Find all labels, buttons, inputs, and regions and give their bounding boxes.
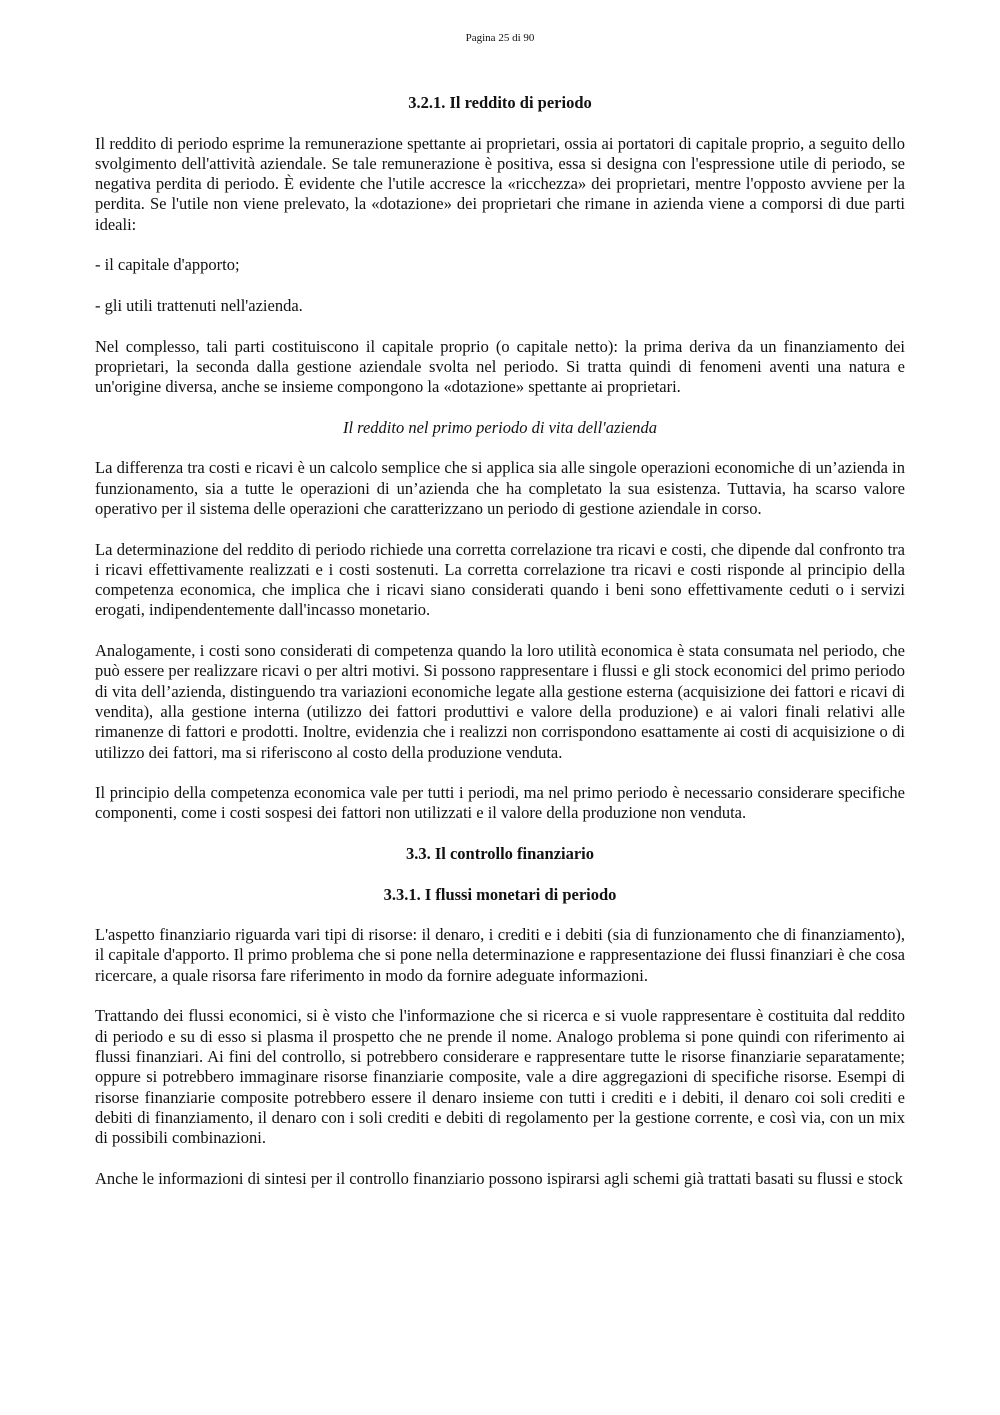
paragraph: Anche le informazioni di sintesi per il controllo finanziario possono ispirarsi agli schemi già trattati basati su flussi e stock — [95, 1168, 903, 1188]
paragraph: Il reddito di periodo esprime la remunerazione spettante ai proprietari, ossia ai portatori di capitale proprio, a seguito dello svolgimento dell'attività aziendale. Se tale remunerazione è positiva, essa si designa con l'espressione utile di periodo, se negativa perdita di periodo. È evidente che l'utile accresce la «ricchezza» dei proprietari, mentre l'opposto avviene per la perdita. Se l'utile non viene prelevato, la «dotazione» dei proprietari che rimane in azienda viene a comporsi di due parti ideali: — [95, 133, 905, 234]
section-heading-3-3: 3.3. Il controllo finanziario — [405, 843, 595, 863]
subheading: Il reddito nel primo periodo di vita dell'azienda — [342, 417, 658, 437]
section-heading-3-2-1: 3.2.1. Il reddito di periodo — [408, 93, 592, 112]
list-item: - il capitale d'apporto; — [95, 255, 240, 275]
paragraph: Nel complesso, tali parti costituiscono il capitale proprio (o capitale netto): la prima deriva da un finanziamento dei proprietari, la seconda dalla gestione aziendale svolta nel periodo. Si tratta quindi di fenomeni aventi una natura e un'origine diversa, anche se insieme compongono la «dotazione» spettante ai proprietari. — [95, 336, 905, 397]
paragraph: Trattando dei flussi economici, si è visto che l'informazione che si ricerca e si vuole rappresentare è costituita dal reddito di periodo e su di esso si plasma il prospetto che ne prende il nome. Analogo problema si pone quindi con riferimento ai flussi finanziari. Ai fini del controllo, si potrebbero considerare e rappresentare tutte le risorse finanziarie separatamente; oppure si potrebbero immaginare risorse finanziarie composite, vale a dire aggregazioni di specifiche risorse. Esempi di risorse finanziarie composite potrebbero essere il denaro insieme con tutti i crediti e i debiti, il denaro coi soli crediti e debiti di finanziamento, il denaro con i soli crediti e debiti di regolamento per la gestione corrente, e così via, con un mix di possibili combinazioni. — [95, 1006, 905, 1148]
paragraph: L'aspetto finanziario riguarda vari tipi di risorse: il denaro, i crediti e i debiti (sia di funzionamento che di finanziamento), il capitale d'apporto. Il primo problema che si pone nella determinazione e rappresentazione dei flussi finanziari è che cosa ricercare, a quale risorsa fare riferimento in modo da fornire adeguate informazioni. — [95, 925, 905, 985]
list-item: - gli utili trattenuti nell'azienda. — [95, 295, 303, 315]
paragraph: Analogamente, i costi sono considerati di competenza quando la loro utilità economica è stata consumata nel periodo, che può essere per realizzare ricavi o per altri motivi. Si possono rappresentare i flussi e gli stock economici del primo periodo di vita dell’azienda, distinguendo tra variazioni economiche legate alla gestione esterna (acquisizione dei fattori e ricavi di vendita), alla gestione interna (utilizzo dei fattori produttivi e valore della produzione) e ai valori finali relativi alle rimanenze di fattori e prodotti. Inoltre, evidenzia che i realizzi non corrispondono esattamente ai costi di acquisizione o di utilizzo dei fattori, ma si riferiscono al costo della produzione venduta. — [95, 641, 905, 762]
paragraph: La determinazione del reddito di periodo richiede una corretta correlazione tra ricavi e costi, che dipende dal confronto tra i ricavi effettivamente realizzati e i costi sostenuti. La corretta correlazione tra ricavi e costi risponde al principio della competenza economica, che implica che i ricavi siano considerati quando i beni sono effettivamente ceduti o i servizi erogati, indipendentemente dall'incasso monetario. — [95, 539, 905, 620]
page-number: Pagina 25 di 90 — [465, 32, 535, 44]
paragraph: Il principio della competenza economica vale per tutti i periodi, ma nel primo periodo è necessario considerare specifiche componenti, come i costi sospesi dei fattori non utilizzati e il valore della produzione non venduta. — [95, 783, 905, 823]
section-heading-3-3-1: 3.3.1. I flussi monetari di periodo — [383, 884, 617, 904]
page-content — [95, 93, 905, 1189]
paragraph: La differenza tra costi e ricavi è un calcolo semplice che si applica sia alle singole operazioni economiche di un’azienda in funzionamento, sia a tutte le operazioni di un’azienda che ha completato la sua esistenza. Tuttavia, ha scarso valore operativo per il sistema delle operazioni che caratterizzano un periodo di gestione aziendale in corso. — [95, 458, 905, 518]
